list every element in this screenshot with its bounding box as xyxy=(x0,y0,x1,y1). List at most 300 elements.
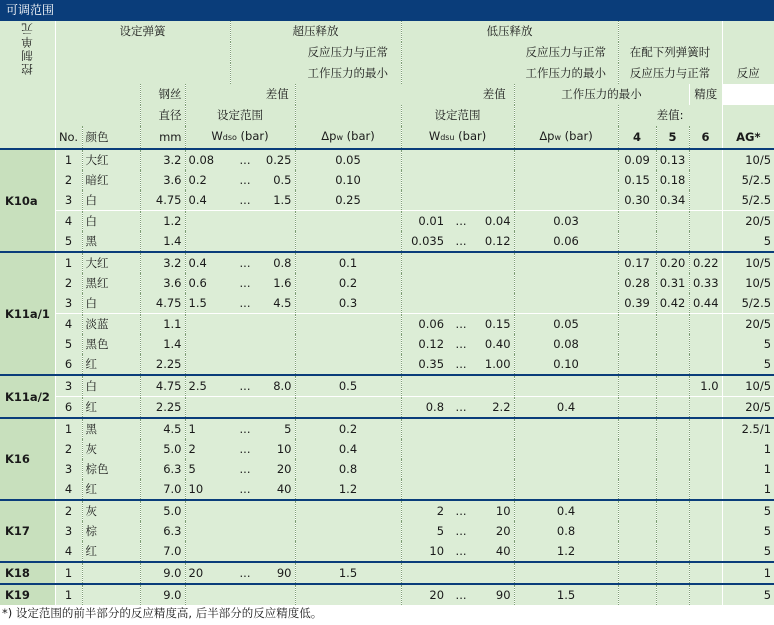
cell-ag: 1 xyxy=(722,479,774,500)
cell-s5 xyxy=(656,211,689,232)
cell-s6 xyxy=(689,439,722,459)
header-lowpressure: 低压释放 xyxy=(401,21,618,42)
cell-o-diff: 0.25 xyxy=(295,190,401,211)
range-dots xyxy=(447,190,475,211)
cell-u-min xyxy=(401,459,447,479)
cell-s6 xyxy=(689,459,722,479)
range-dots xyxy=(447,252,475,273)
cell-s4 xyxy=(618,562,656,584)
cell-s4 xyxy=(618,354,656,375)
cell-u-min xyxy=(401,439,447,459)
range-dots: ... xyxy=(230,459,260,479)
header-spring: 设定弹簧 xyxy=(55,21,230,42)
cell-o-min xyxy=(185,354,230,375)
cell-s4 xyxy=(618,521,656,541)
cell-u-min xyxy=(401,170,447,190)
cell-u-min: 20 xyxy=(401,584,447,605)
header-spring-4: 4 xyxy=(618,126,656,149)
cell-wire: 6.3 xyxy=(140,521,185,541)
cell-o-max xyxy=(260,521,295,541)
cell-s4 xyxy=(618,231,656,252)
cell-color: 暗红 xyxy=(82,170,140,190)
cell-wire: 1.4 xyxy=(140,334,185,354)
cell-o-diff xyxy=(295,211,401,232)
cell-u-max: 2.2 xyxy=(475,397,514,419)
cell-ag: 5 xyxy=(722,354,774,375)
cell-u-diff: 0.8 xyxy=(514,521,618,541)
cell-wire: 2.25 xyxy=(140,354,185,375)
cell-u-min xyxy=(401,375,447,397)
table-row xyxy=(0,190,774,211)
cell-s6 xyxy=(689,500,722,521)
cell-s5: 0.13 xyxy=(656,149,689,170)
cell-o-max: 90 xyxy=(260,562,295,584)
header-wire-unit: mm xyxy=(140,126,185,149)
cell-ag: 5/2.5 xyxy=(722,293,774,314)
cell-s5 xyxy=(656,418,689,439)
cell-wire: 4.75 xyxy=(140,375,185,397)
cell-color: 大红 xyxy=(82,149,140,170)
cell-ag: 1 xyxy=(722,439,774,459)
cell-ag: 5 xyxy=(722,521,774,541)
cell-o-max: 1.6 xyxy=(260,273,295,293)
cell-no: 3 xyxy=(55,459,82,479)
cell-u-min xyxy=(401,149,447,170)
cell-u-min: 0.06 xyxy=(401,314,447,335)
cell-s6 xyxy=(689,584,722,605)
cell-u-max: 1.00 xyxy=(475,354,514,375)
table-row xyxy=(0,418,774,439)
cell-o-max: 4.5 xyxy=(260,293,295,314)
cell-o-min: 1.5 xyxy=(185,293,230,314)
cell-ag: 5/2.5 xyxy=(722,170,774,190)
cell-s6 xyxy=(689,149,722,170)
cell-o-diff xyxy=(295,231,401,252)
cell-color: 棕色 xyxy=(82,459,140,479)
cell-o-diff: 1.5 xyxy=(295,562,401,584)
table-row xyxy=(0,293,774,314)
cell-o-min: 0.08 xyxy=(185,149,230,170)
range-dots xyxy=(230,354,260,375)
cell-s6 xyxy=(689,562,722,584)
range-dots xyxy=(230,334,260,354)
cell-o-max: 0.5 xyxy=(260,170,295,190)
cell-color: 白 xyxy=(82,293,140,314)
range-dots xyxy=(447,562,475,584)
cell-ag: 20/5 xyxy=(722,211,774,232)
header-over-set-range: 设定范围 xyxy=(185,105,295,126)
cell-s4: 0.15 xyxy=(618,170,656,190)
header-ag: AG* xyxy=(722,126,774,149)
cell-o-max: 0.8 xyxy=(260,252,295,273)
cell-s4: 0.28 xyxy=(618,273,656,293)
header-wdso: Wdso (bar) xyxy=(185,126,295,149)
cell-s4 xyxy=(618,541,656,562)
cell-u-max: 10 xyxy=(475,500,514,521)
cell-ag: 5 xyxy=(722,500,774,521)
table-row xyxy=(0,354,774,375)
cell-s6: 0.22 xyxy=(689,252,722,273)
cell-u-min: 2 xyxy=(401,500,447,521)
cell-ag: 5 xyxy=(722,584,774,605)
cell-s5: 0.42 xyxy=(656,293,689,314)
cell-o-min: 0.2 xyxy=(185,170,230,190)
cell-u-max xyxy=(475,252,514,273)
cell-ag: 5 xyxy=(722,541,774,562)
range-dots: ... xyxy=(230,562,260,584)
cell-o-min: 1 xyxy=(185,418,230,439)
cell-no: 2 xyxy=(55,439,82,459)
cell-s5: 0.18 xyxy=(656,170,689,190)
range-dots: ... xyxy=(230,375,260,397)
header-spring-6: 6 xyxy=(689,126,722,149)
adjustment-range-table xyxy=(0,21,774,605)
cell-u-min xyxy=(401,252,447,273)
cell-o-min xyxy=(185,314,230,335)
cell-s5 xyxy=(656,562,689,584)
cell-no: 4 xyxy=(55,479,82,500)
cell-o-max: 0.25 xyxy=(260,149,295,170)
cell-o-min: 0.4 xyxy=(185,252,230,273)
range-dots xyxy=(230,521,260,541)
cell-no: 2 xyxy=(55,170,82,190)
cell-s6: 1.0 xyxy=(689,375,722,397)
header-dp-over: Δpw (bar) xyxy=(295,126,401,149)
cell-s4 xyxy=(618,211,656,232)
cell-wire: 2.25 xyxy=(140,397,185,419)
cell-no: 1 xyxy=(55,584,82,605)
cell-o-max xyxy=(260,211,295,232)
cell-o-max xyxy=(260,354,295,375)
cell-u-diff xyxy=(514,190,618,211)
group-label-k11a2: K11a/2 xyxy=(0,375,55,418)
cell-wire: 9.0 xyxy=(140,584,185,605)
cell-o-diff xyxy=(295,354,401,375)
cell-o-min: 5 xyxy=(185,459,230,479)
range-dots: ... xyxy=(447,334,475,354)
cell-u-diff xyxy=(514,418,618,439)
cell-u-diff: 0.03 xyxy=(514,211,618,232)
group-label-k18: K18 xyxy=(0,562,55,584)
cell-color: 灰 xyxy=(82,500,140,521)
cell-u-diff xyxy=(514,170,618,190)
cell-o-max: 8.0 xyxy=(260,375,295,397)
cell-no: 1 xyxy=(55,149,82,170)
table-row xyxy=(0,314,774,335)
cell-u-diff: 0.05 xyxy=(514,314,618,335)
table-row xyxy=(0,211,774,232)
group-label-k17: K17 xyxy=(0,500,55,562)
cell-s4 xyxy=(618,439,656,459)
header-over-diff-2: 工作压力的最小 xyxy=(295,63,401,84)
range-dots: ... xyxy=(230,273,260,293)
table-row xyxy=(0,397,774,419)
cell-u-max xyxy=(475,459,514,479)
cell-o-diff xyxy=(295,584,401,605)
range-dots: ... xyxy=(230,439,260,459)
cell-s5 xyxy=(656,584,689,605)
cell-u-max xyxy=(475,293,514,314)
table-row xyxy=(0,375,774,397)
cell-o-diff xyxy=(295,500,401,521)
cell-o-diff: 0.2 xyxy=(295,273,401,293)
cell-u-max xyxy=(475,375,514,397)
range-dots xyxy=(230,584,260,605)
table-row xyxy=(0,231,774,252)
table-row xyxy=(0,479,774,500)
cell-o-max xyxy=(260,231,295,252)
header-over-diff-1: 反应压力与正常 xyxy=(295,42,401,63)
cell-o-min xyxy=(185,584,230,605)
cell-u-diff: 0.10 xyxy=(514,354,618,375)
header-color: 颜色 xyxy=(82,126,140,149)
table-row xyxy=(0,273,774,293)
header-spring-sub xyxy=(618,21,722,42)
cell-u-diff xyxy=(514,439,618,459)
cell-o-diff xyxy=(295,314,401,335)
cell-o-min: 0.6 xyxy=(185,273,230,293)
header-control-unit: 控制单元 xyxy=(0,21,55,149)
cell-u-min xyxy=(401,293,447,314)
cell-u-max: 0.15 xyxy=(475,314,514,335)
cell-ag: 20/5 xyxy=(722,314,774,335)
cell-no: 5 xyxy=(55,334,82,354)
cell-s4 xyxy=(618,479,656,500)
cell-u-min: 0.01 xyxy=(401,211,447,232)
cell-s4 xyxy=(618,418,656,439)
cell-wire: 5.0 xyxy=(140,439,185,459)
cell-ag: 10/5 xyxy=(722,375,774,397)
cell-u-max: 0.40 xyxy=(475,334,514,354)
cell-u-diff xyxy=(514,562,618,584)
cell-s6 xyxy=(689,418,722,439)
range-dots xyxy=(447,273,475,293)
cell-ag: 5 xyxy=(722,334,774,354)
cell-o-diff: 0.2 xyxy=(295,418,401,439)
cell-wire: 9.0 xyxy=(140,562,185,584)
cell-o-max: 5 xyxy=(260,418,295,439)
table-row xyxy=(0,521,774,541)
cell-wire: 7.0 xyxy=(140,479,185,500)
cell-u-diff xyxy=(514,252,618,273)
cell-wire: 3.6 xyxy=(140,273,185,293)
cell-s5: 0.31 xyxy=(656,273,689,293)
cell-s6 xyxy=(689,231,722,252)
group-label-k16: K16 xyxy=(0,418,55,500)
cell-u-diff: 0.06 xyxy=(514,231,618,252)
cell-ag: 5/2.5 xyxy=(722,190,774,211)
range-dots: ... xyxy=(447,211,475,232)
cell-no: 1 xyxy=(55,562,82,584)
table-row xyxy=(0,584,774,605)
cell-color: 白 xyxy=(82,190,140,211)
header-wire-2: 直径 xyxy=(140,105,185,126)
range-dots xyxy=(230,397,260,419)
cell-no: 3 xyxy=(55,293,82,314)
cell-o-diff: 0.05 xyxy=(295,149,401,170)
header-low-diff-3: 差值 xyxy=(475,84,514,105)
cell-u-diff: 0.08 xyxy=(514,334,618,354)
cell-s6: 0.44 xyxy=(689,293,722,314)
cell-u-diff xyxy=(514,479,618,500)
cell-u-min: 5 xyxy=(401,521,447,541)
group-label-k10a: K10a xyxy=(0,149,55,252)
cell-u-diff xyxy=(514,273,618,293)
cell-s6 xyxy=(689,314,722,335)
cell-no: 6 xyxy=(55,397,82,419)
cell-ag: 20/5 xyxy=(722,397,774,419)
cell-u-diff xyxy=(514,293,618,314)
cell-no: 3 xyxy=(55,375,82,397)
cell-o-diff xyxy=(295,334,401,354)
cell-o-max xyxy=(260,314,295,335)
cell-s6 xyxy=(689,479,722,500)
table-row xyxy=(0,334,774,354)
cell-wire: 4.5 xyxy=(140,418,185,439)
cell-ag: 1 xyxy=(722,562,774,584)
cell-o-min xyxy=(185,500,230,521)
range-dots: ... xyxy=(447,231,475,252)
cell-s5 xyxy=(656,500,689,521)
cell-color: 红 xyxy=(82,354,140,375)
cell-u-diff: 0.4 xyxy=(514,500,618,521)
range-dots xyxy=(447,479,475,500)
cell-color: 红 xyxy=(82,397,140,419)
cell-color: 棕 xyxy=(82,521,140,541)
header-spring-line-3: 工作压力的最小 xyxy=(514,84,689,105)
table-row xyxy=(0,252,774,273)
cell-u-min xyxy=(401,418,447,439)
cell-wire: 1.1 xyxy=(140,314,185,335)
cell-ag: 10/5 xyxy=(722,252,774,273)
cell-u-max: 0.04 xyxy=(475,211,514,232)
range-dots: ... xyxy=(230,170,260,190)
cell-ag: 1 xyxy=(722,459,774,479)
range-dots: ... xyxy=(230,479,260,500)
cell-o-diff: 0.8 xyxy=(295,459,401,479)
cell-s4 xyxy=(618,584,656,605)
cell-s6 xyxy=(689,190,722,211)
range-dots xyxy=(447,293,475,314)
cell-u-diff xyxy=(514,375,618,397)
cell-s4 xyxy=(618,375,656,397)
cell-o-diff: 0.1 xyxy=(295,252,401,273)
cell-s4 xyxy=(618,334,656,354)
cell-o-diff: 0.5 xyxy=(295,375,401,397)
cell-s4 xyxy=(618,314,656,335)
table-row xyxy=(0,459,774,479)
header-spring-line-2: 反应压力与正常 xyxy=(618,63,722,84)
cell-u-max xyxy=(475,418,514,439)
range-dots: ... xyxy=(447,397,475,419)
header-dp-low: Δpw (bar) xyxy=(514,126,618,149)
cell-s6: 0.33 xyxy=(689,273,722,293)
cell-s5 xyxy=(656,397,689,419)
cell-color xyxy=(82,562,140,584)
cell-no: 3 xyxy=(55,521,82,541)
cell-o-max xyxy=(260,397,295,419)
cell-u-diff: 0.4 xyxy=(514,397,618,419)
cell-color: 黑 xyxy=(82,418,140,439)
range-dots xyxy=(447,149,475,170)
cell-s5 xyxy=(656,541,689,562)
cell-s5: 0.20 xyxy=(656,252,689,273)
header-low-set-range: 设定范围 xyxy=(401,105,514,126)
cell-no: 3 xyxy=(55,190,82,211)
cell-color: 灰 xyxy=(82,439,140,459)
cell-u-min xyxy=(401,479,447,500)
cell-o-diff: 0.10 xyxy=(295,170,401,190)
cell-s5 xyxy=(656,521,689,541)
cell-s4: 0.09 xyxy=(618,149,656,170)
cell-o-min xyxy=(185,334,230,354)
header-spring-5: 5 xyxy=(656,126,689,149)
cell-u-max: 0.12 xyxy=(475,231,514,252)
cell-s4: 0.39 xyxy=(618,293,656,314)
cell-o-diff xyxy=(295,541,401,562)
cell-u-min: 0.035 xyxy=(401,231,447,252)
footnote: *) 设定范围的前半部分的反应精度高, 后半部分的反应精度低。 xyxy=(2,606,323,620)
range-dots xyxy=(230,500,260,521)
header-low-diff-1: 反应压力与正常 xyxy=(514,42,618,63)
cell-s6 xyxy=(689,397,722,419)
header-spring-line-4: 差值: xyxy=(618,105,722,126)
cell-s6 xyxy=(689,211,722,232)
table-row xyxy=(0,170,774,190)
cell-s5 xyxy=(656,334,689,354)
range-dots: ... xyxy=(447,584,475,605)
cell-no: 4 xyxy=(55,541,82,562)
table-row xyxy=(0,149,774,170)
cell-wire: 1.4 xyxy=(140,231,185,252)
cell-u-max: 90 xyxy=(475,584,514,605)
header-accuracy-top xyxy=(722,21,774,42)
cell-no: 1 xyxy=(55,418,82,439)
table-row xyxy=(0,541,774,562)
cell-u-min xyxy=(401,562,447,584)
cell-color: 白 xyxy=(82,211,140,232)
range-dots: ... xyxy=(230,252,260,273)
cell-o-max xyxy=(260,584,295,605)
cell-wire: 4.75 xyxy=(140,293,185,314)
cell-wire: 1.2 xyxy=(140,211,185,232)
cell-ag: 2.5/1 xyxy=(722,418,774,439)
cell-u-min: 0.8 xyxy=(401,397,447,419)
cell-s5 xyxy=(656,439,689,459)
cell-ag: 5 xyxy=(722,231,774,252)
cell-u-min: 0.35 xyxy=(401,354,447,375)
cell-o-max: 1.5 xyxy=(260,190,295,211)
range-dots xyxy=(230,211,260,232)
cell-color: 黑色 xyxy=(82,334,140,354)
cell-s6 xyxy=(689,354,722,375)
cell-color: 大红 xyxy=(82,252,140,273)
cell-wire: 7.0 xyxy=(140,541,185,562)
cell-s6 xyxy=(689,521,722,541)
cell-u-min xyxy=(401,273,447,293)
range-dots: ... xyxy=(230,190,260,211)
cell-o-min xyxy=(185,521,230,541)
cell-u-max xyxy=(475,149,514,170)
cell-wire: 3.2 xyxy=(140,149,185,170)
cell-wire: 5.0 xyxy=(140,500,185,521)
cell-s5 xyxy=(656,375,689,397)
range-dots: ... xyxy=(230,418,260,439)
range-dots xyxy=(230,231,260,252)
cell-u-max: 40 xyxy=(475,541,514,562)
cell-o-max xyxy=(260,500,295,521)
cell-o-min xyxy=(185,541,230,562)
